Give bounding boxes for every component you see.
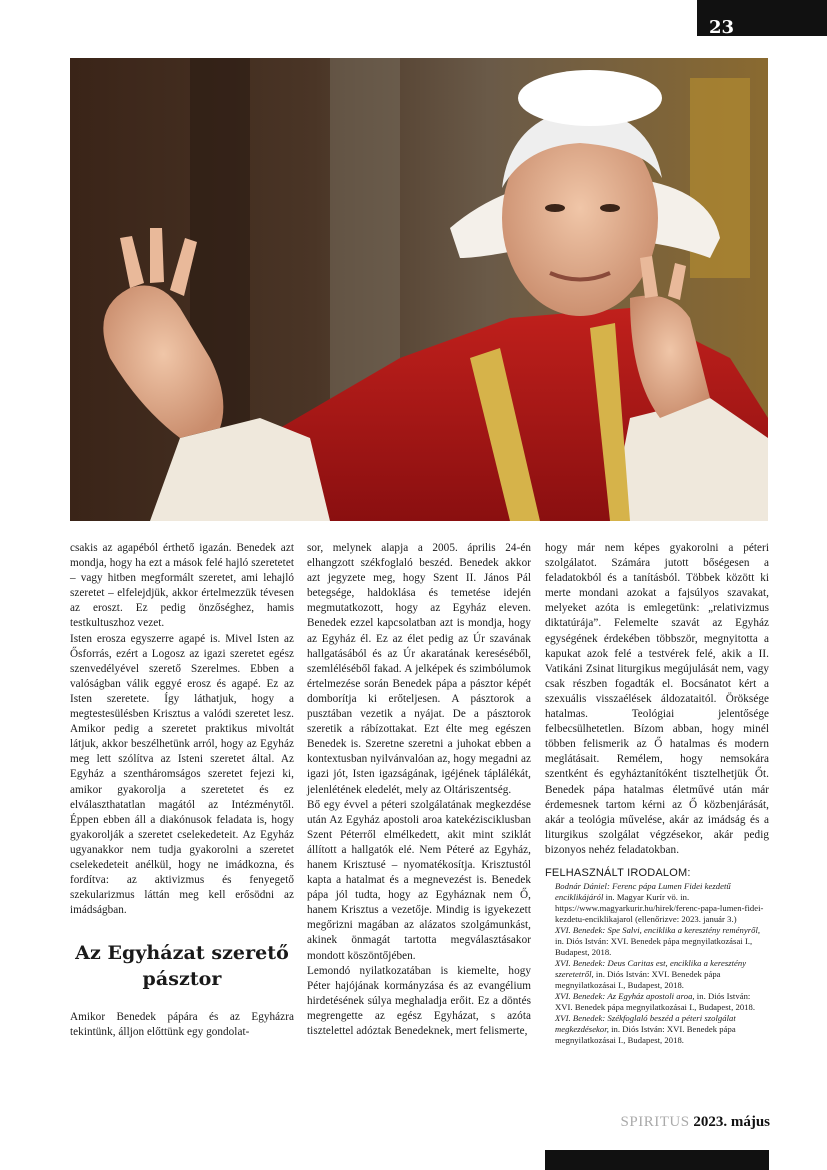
issue-date: 2023. május bbox=[693, 1114, 770, 1130]
reference-item: XVI. Benedek: Székfoglaló beszéd a péteri szolgálat megkezdésekor, in. Diós István: XVI. Benedek pápa megnyilatkozásai I., Budapest, 2018. bbox=[555, 1013, 736, 1046]
paragraph: hogy már nem képes gyakorolni a péteri szolgálatot. Számára jutott bőségesen a feladatokból és a tanításból. Többek között ki merte mondani azokat a fajsúlyos szavakat, melyeket azóta is emlegetünk: „relativizmus diktatúrája”. Felemelte szavát az Egyház egységének érdekében többször, megnyitotta a kapukat azok felé a testvérek felé, akik a II. Vatikáni Zsinat liturgikus megújulását nem, vagy csak részben fogadták el. Bocsánatot kért a szexuális visszaélések áldozataitól. Öröksége hatalmas. Teológiai jelentősége felbecsülhetetlen. Bízom abban, hogy minél többen felismerik az Ő hatalmas és modern meglátásait. Remélem, hogy nemsokára szentként és egyháztanítóként tisztelhetjük Őt. Benedek pápa hatalmas életművé után már érdemesnek tartom kérni az Ő közbenjárását, akár a teológia művelése, akár az imádság és a liturgikus szolgálat végzésekor, akár pedig bizonyos nehéz feladatokban. bbox=[545, 542, 769, 856]
text-column-3 bbox=[545, 541, 769, 1046]
reference-item: XVI. Benedek: Az Egyház apostoli aroa, in. Diós István: XVI. Benedek pápa megnyilatkozásai I., Budapest, 2018. bbox=[555, 991, 756, 1013]
paragraph: Lemondó nyilatkozatában is kiemelte, hogy Péter hajójának kormányzása és az evangélium hirdetésének súlya meghaladja erőit. Ez a döntés megrengette az egész Egyházat, s azóta tisztelettel adóztak Benedeknek, mert felismerte, bbox=[307, 964, 531, 1037]
pope-photo bbox=[70, 58, 768, 521]
pope-photo-graphic bbox=[70, 58, 768, 521]
paragraph: csakis az agapéból érthető igazán. Benedek azt mondja, hogy ha ezt a mások felé hajló szeretetet – vagy hitben megformált szeretet, ami lehajló szeretet – elfelejdjük, akkor értelmezzük tévesen az eroszt. Ez pedig önzőséghez, hamis testkultuszhoz vezet. bbox=[70, 542, 294, 630]
reference-item: XVI. Benedek: Deus Caritas est, enciklika a keresztény szeretetről, in. Diós István: XVI. Benedek pápa megnyilatkozásai I., Budapest, 2018. bbox=[555, 958, 747, 991]
page-footer bbox=[600, 1114, 770, 1131]
section-heading: Az Egyházat szerető pásztor bbox=[75, 942, 289, 991]
paragraph: Amikor Benedek pápára és az Egyházra tekintünk, álljon előttünk egy gondolat- bbox=[70, 1011, 294, 1039]
page-number: 23 bbox=[697, 0, 827, 36]
footer-bar bbox=[545, 1150, 769, 1170]
references-title: FELHASZNÁLT IRODALOM: bbox=[545, 866, 691, 879]
reference-item: Bodnár Dániel: Ferenc pápa Lumen Fidei kezdetű enciklikájáról in. Magyar Kurír vö. in. https://www.magyarkurir.hu/hirek/ferenc-papa-lumen-fidei-kezdetu-enciklikajarol (ellenőrizve: 2023. január 3.) bbox=[555, 881, 764, 925]
text-column-1 bbox=[70, 541, 294, 1041]
paragraph: Bő egy évvel a péteri szolgálatának megkezdése után Az Egyház apostoli aroa katekézisciklusban Szent Péterről elmélkedett, akit mint sziklát állított a hallgatók elé. Nem Péteré az Egyház, hanem Krisztusé – nyomatékosítja. Krisztustól kapta a hatalmat és a megnevezést is. Benedek pápa jól tudta, hogy az Egyháznak nem Ő, hanem Krisztus a vezetője. Mindig is igyekezett megőrizni magában az alázatos szolgámunkást, akinek önmagát tartotta megválasztásakor mondott köszöntőjében. bbox=[307, 798, 531, 962]
paragraph: Isten erosza egyszerre agapé is. Mivel Isten az Ősforrás, ezért a Logosz az igazi szeretet egész szenvedélyével szerető Szerelmes. Ebben a valóságban válik eggyé erosz és agapé. Ez az Isten szeretete. Így láthatjuk, hogy a megtestesülésben Krisztus a valódi szeretet lesz. Amikor pedig a szeretet praktikus mivoltát látjuk, akkor beszélhetünk arról, hogy az Egyház meg lett szólítva az Isteni szeretet által. Az Egyház a szentháromságos szeretet fejezi ki, amikor gyakorolja a szeretetet és ez elválaszthatatlan magától az Intézménytől. Éppen ebben áll a diakónusok feladata is, hogy gyakorolják a szeretet cselekedeteit. Az Egyház ugyanakkor nem tudja gyakorolni a szeretet cselekedeteit anélkül, hogy ne imádkozna, és fordítva: az aktivizmus és fenyegető szekularizmus láttán meg kell erősödni az imádságban. bbox=[70, 632, 294, 917]
paragraph: sor, melynek alapja a 2005. április 24-én elhangzott székfoglaló beszéd. Benedek akkor azt jegyzete meg, hogy Szent II. János Pál betegsége, haldoklása és temetése idején megmutatkozott, hogy az Egyház eleven. Benedek ezzel kapcsolatban azt is mondja, hogy az Egyház él. Ez az élet pedig az Úr szavának hallgatásából és az Úr akaratának kereséséből, szemléléséből fakad. A jelképek és szimbólumok értelmezése során Benedek pápa a pásztor képét domborítja ki erőteljesen. A pásztorok a pusztában vezetik a nyájat. De a pásztorok szeretik a rábízottakat. Ezt élte meg egészen Benedek is. Szeretne szeretni a juhokat ebben a kontextusban nyilvánvalóan az, hogy megadni az igazi jót, Isten igazságának, igéjének táplálékát, jelenlétének eledelét, mely az Oltáriszentség. bbox=[307, 542, 531, 796]
magazine-name: SPIRITUS bbox=[620, 1114, 690, 1130]
text-column-2 bbox=[307, 541, 531, 1039]
reference-item: XVI. Benedek: Spe Salvi, enciklika a keresztény reményről, in. Diós István: XVI. Benedek pápa megnyilatkozásai I., Budapest, 2018. bbox=[555, 925, 761, 958]
